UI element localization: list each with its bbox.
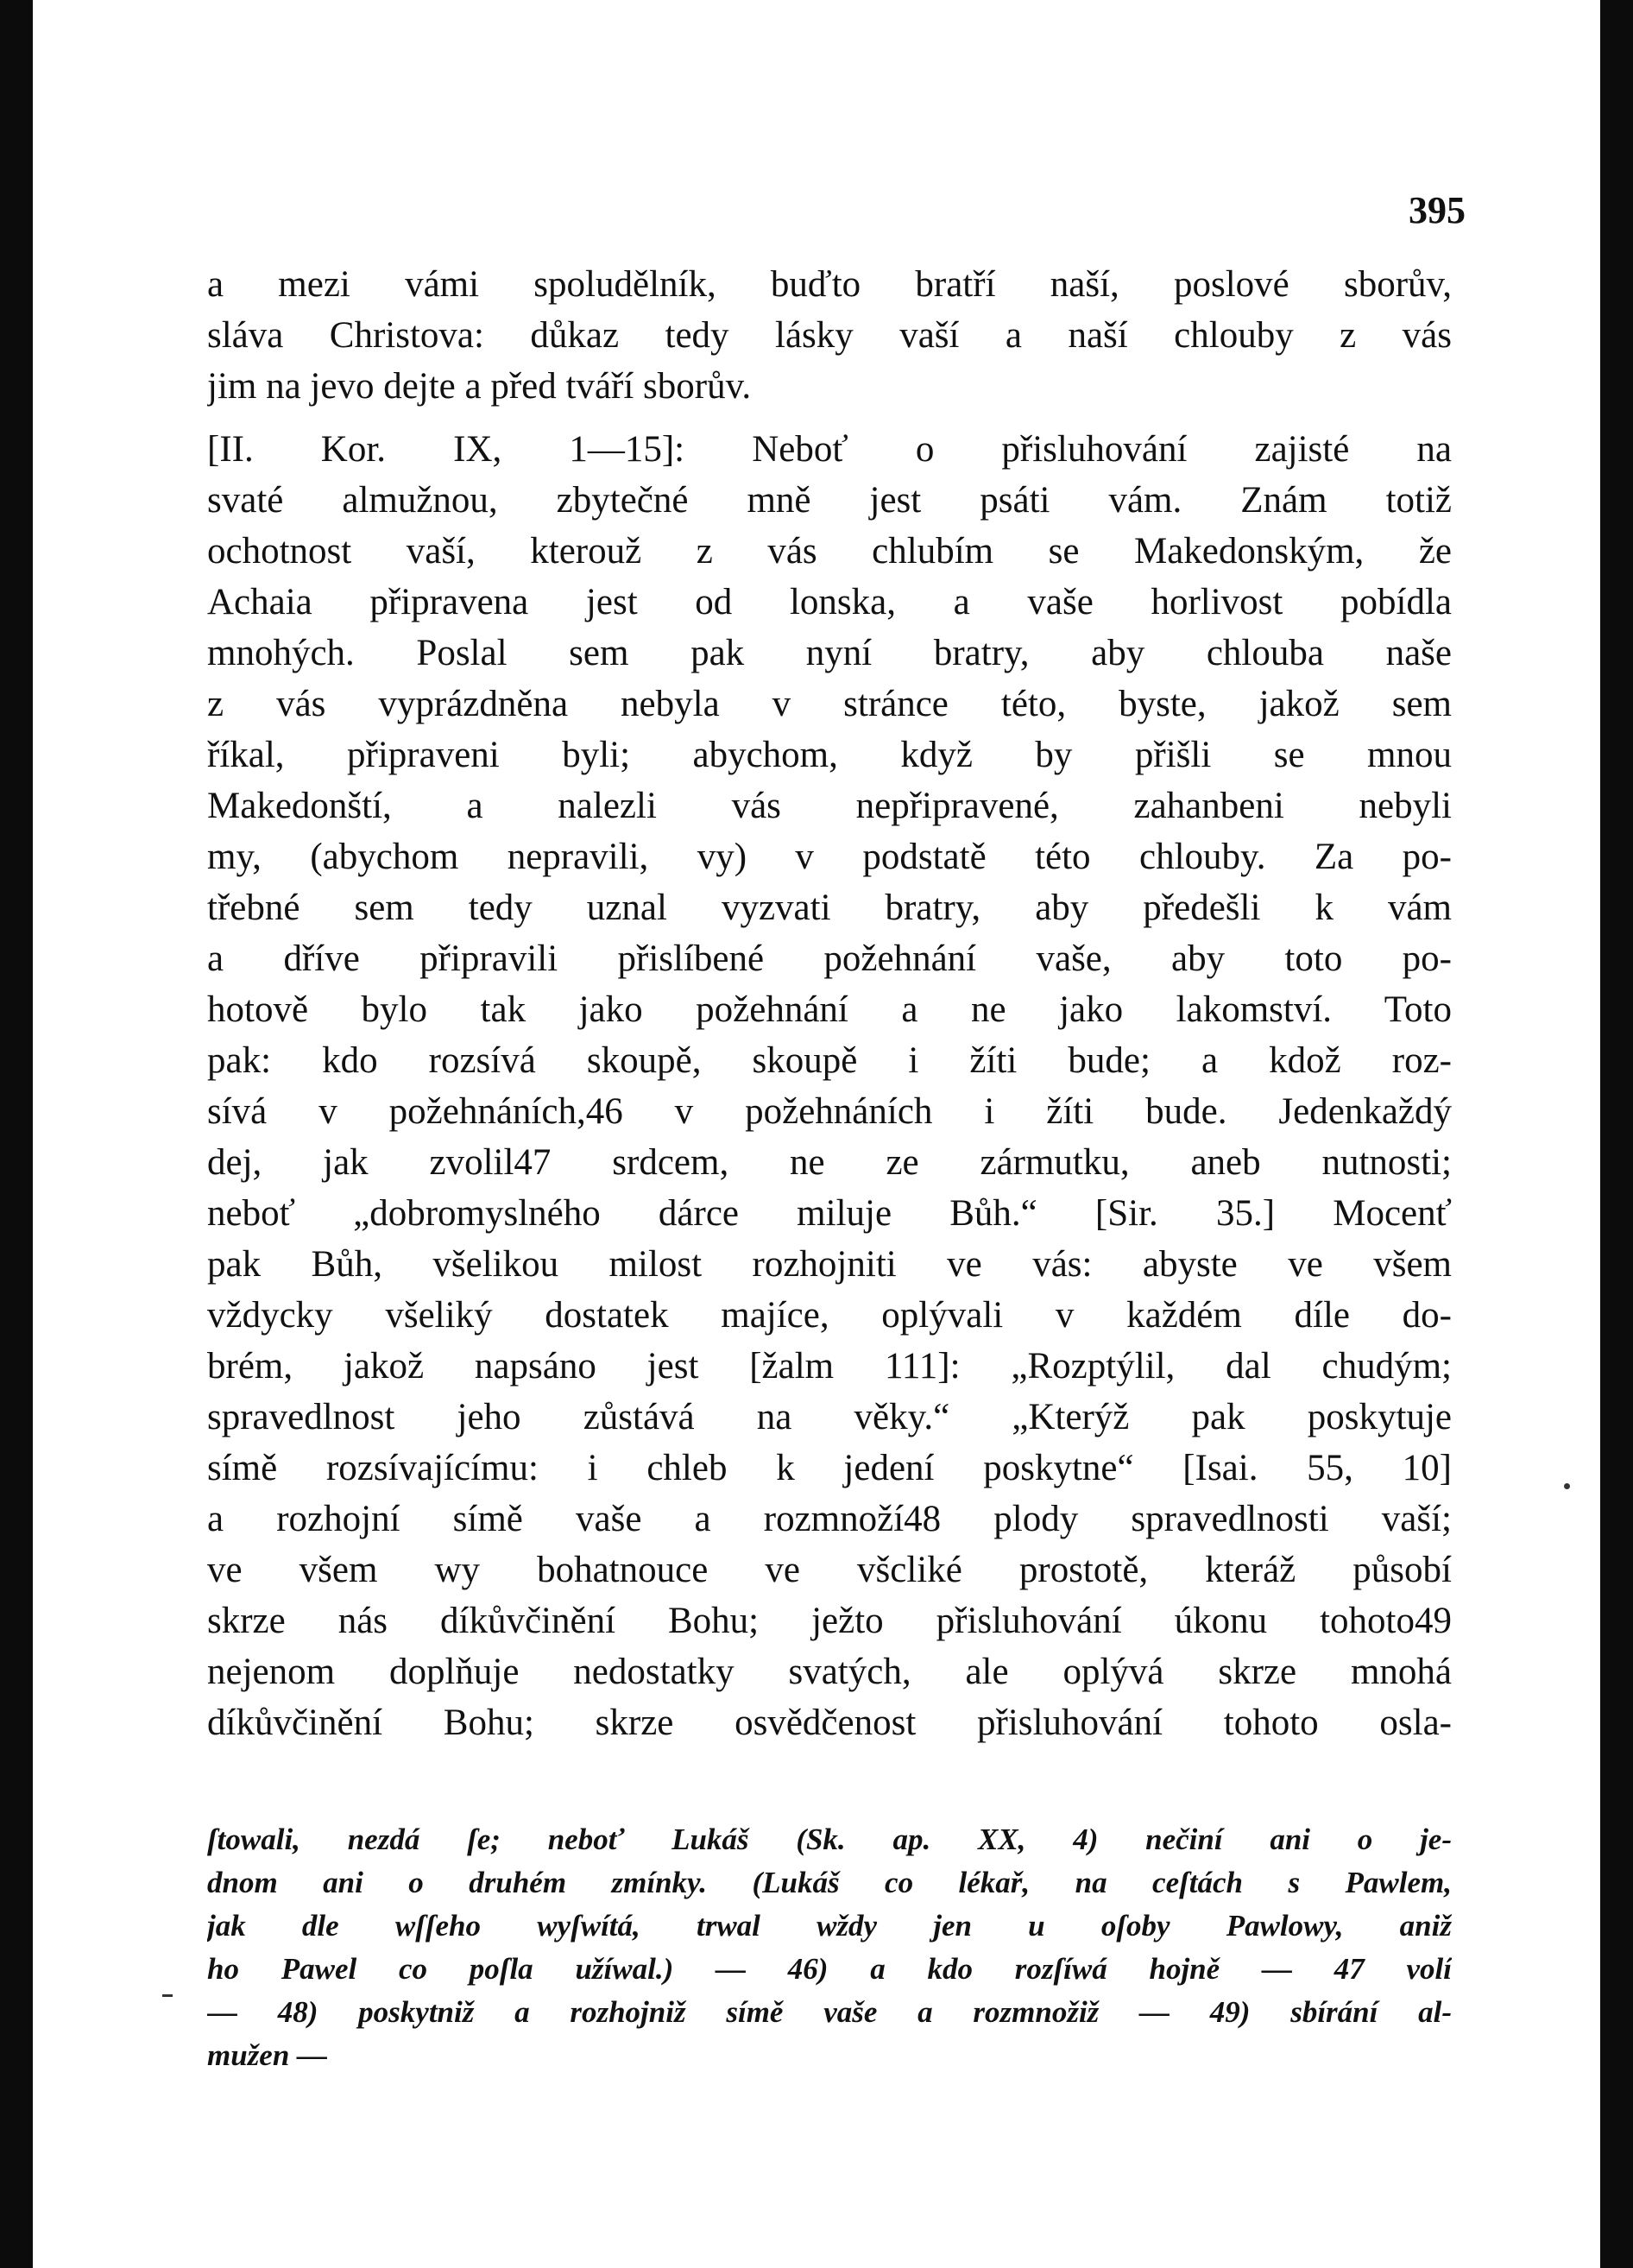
scan-border-right <box>1600 0 1633 2268</box>
body-line: spravedlnost jeho zůstává na věky.“ „Kterýž pak poskytuje <box>207 1397 1452 1437</box>
body-line: [II. Kor. IX, 1—15]: Neboť o přisluhování zajisté na <box>207 429 1452 470</box>
body-line: brém, jakož napsáno jest [žalm 111]: „Rozptýlil, dal chudým; <box>207 1346 1452 1387</box>
body-line: pak: kdo rozsívá skoupě, skoupě i žíti bude; a kdož roz- <box>207 1040 1452 1081</box>
body-line: díkůvčinění Bohu; skrze osvědčenost přisluhování tohoto osla- <box>207 1703 1452 1743</box>
body-line: sívá v požehnáních,46 v požehnáních i žíti bude. Jedenkaždý <box>207 1091 1452 1132</box>
body-line: ochotnost vaší, kterouž z vás chlubím se Makedonským, že <box>207 531 1452 572</box>
body-line: Achaia připravena jest od lonska, a vaše horlivost pobídla <box>207 582 1452 622</box>
scan-speck <box>162 1994 173 1997</box>
body-line: neboť „dobromyslného dárce miluje Bůh.“ [Sir. 35.] Mocenť <box>207 1193 1452 1234</box>
body-line: símě rozsívajícímu: i chleb k jedení poskytne“ [Isai. 55, 10] <box>207 1448 1452 1488</box>
body-line: pak Bůh, všelikou milost rozhojniti ve vás: abyste ve všem <box>207 1244 1452 1285</box>
body-line: sláva Christova: důkaz tedy lásky vaší a naší chlouby z vás <box>207 315 1452 356</box>
body-line: jim na jevo dejte a před tváří sborův. <box>207 366 752 407</box>
scan-speck <box>1564 1483 1570 1489</box>
body-text <box>207 259 1452 1748</box>
body-line: dej, jak zvolil47 srdcem, ne ze zármutku, aneb nutnosti; <box>207 1142 1452 1183</box>
body-line: nejenom doplňuje nedostatky svatých, ale oplývá skrze mnohá <box>207 1652 1452 1692</box>
body-line: skrze nás díkůvčinění Bohu; ježto přisluhování úkonu tohoto49 <box>207 1601 1452 1641</box>
footnote-line: ho Pawel co poſla užíwal.) — 46) a kdo rozſíwá hojně — 47 volí <box>207 1952 1452 1986</box>
scan-border-left <box>0 0 33 2268</box>
body-line: a dříve připravili přislíbené požehnání vaše, aby toto po- <box>207 938 1452 979</box>
body-line: mnohých. Poslal sem pak nyní bratry, aby chlouba naše <box>207 633 1452 673</box>
footnote-line: — 48) poskytniž a rozhojniž símě vaše a rozmnožiž — 49) sbírání al- <box>207 1995 1452 2029</box>
book-page <box>33 0 1600 2268</box>
footnote-line: ſtowali, nezdá ſe; neboť Lukáš (Sk. ap. XX, 4) nečiní ani o je- <box>207 1823 1452 1856</box>
paragraph-gap <box>207 412 1452 424</box>
body-line: ve všem wy bohatnouce ve všcliké prostotě, kteráž působí <box>207 1550 1452 1590</box>
body-line: vždycky všeliký dostatek majíce, oplývali v každém díle do- <box>207 1295 1452 1336</box>
body-line: říkal, připraveni byli; abychom, když by přišli se mnou <box>207 735 1452 775</box>
page-number: 395 <box>1409 189 1466 231</box>
body-line: my, (abychom nepravili, vy) v podstatě této chlouby. Za po- <box>207 837 1452 877</box>
footnote-line: dnom ani o druhém zmínky. (Lukáš co lékař, na ceſtách s Pawlem, <box>207 1866 1452 1899</box>
body-line: z vás vyprázdněna nebyla v stránce této, byste, jakož sem <box>207 684 1452 724</box>
body-line: a mezi vámi spoludělník, buďto bratří naší, poslové sborův, <box>207 264 1452 305</box>
body-line: hotově bylo tak jako požehnání a ne jako lakomství. Toto <box>207 989 1452 1030</box>
body-line: a rozhojní símě vaše a rozmnoží48 plody spravedlnosti vaší; <box>207 1499 1452 1539</box>
body-line: Makedonští, a nalezli vás nepřipravené, zahanbeni nebyli <box>207 786 1452 826</box>
footnote-line: mužen — <box>207 2038 328 2072</box>
footnote-line: jak dle wſſeho wyſwítá, trwal wždy jen u oſoby Pawlowy, aniž <box>207 1909 1452 1943</box>
body-line: svaté almužnou, zbytečné mně jest psáti vám. Znám totiž <box>207 480 1452 521</box>
body-line: třebné sem tedy uznal vyzvati bratry, aby předešli k vám <box>207 888 1452 928</box>
footnotes <box>207 1818 1452 2077</box>
